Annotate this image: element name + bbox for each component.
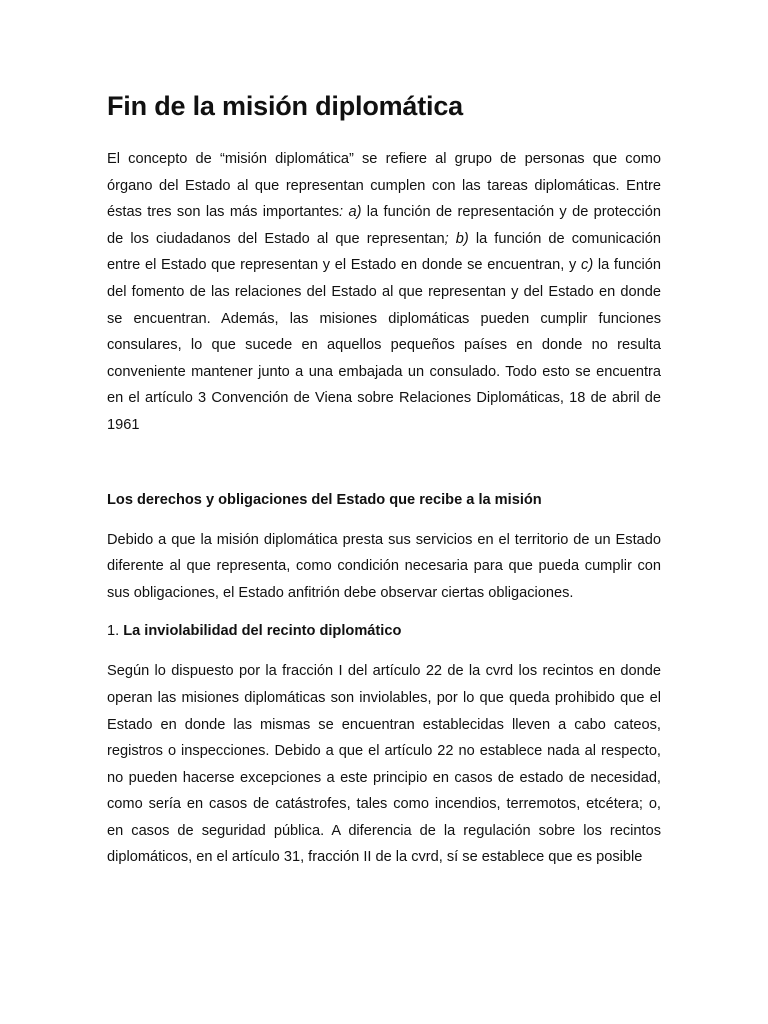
intro-semicolon: ; [444, 230, 449, 247]
section-heading-text: La inviolabilidad del recinto diplomático [119, 623, 402, 640]
intro-text-3: la función de comunicación entre el Estado que representan y el Estado en donde se encuentran, y [107, 230, 661, 274]
section-paragraph-inviolability: Según lo dispuesto por la fracción I del artículo 22 de la cvrd los recintos en donde operan las misiones diplomáticas son inviolables, por lo que queda prohibido que el Estado en donde las mismas se encuentran establecidas lleven a cabo cateos, registros o inspecciones. Debido a que el artículo 22 no establece nada al respecto, no pueden hacerse excepciones a este principio en casos de estado de necesidad, como sería en casos de catástrofes, tales como incendios, terremotos, etcétera; o, en casos de seguridad pública. A diferencia de la regulación sobre los recintos diplomáticos, en el artículo 31, fracción II de la cvrd, sí se establece que es posible [107, 663, 661, 866]
intro-paragraph [107, 146, 661, 439]
document-title: Fin de la misión diplomática [107, 91, 463, 121]
section-heading-inviolability [107, 618, 661, 644]
intro-text-2: la función de representación y de protección de los ciudadanos del Estado al que representan [107, 204, 662, 247]
list-marker-c: c) [576, 257, 594, 274]
list-marker-b: b) [448, 230, 469, 247]
intro-colon: : [339, 204, 344, 221]
list-marker-a: a) [343, 204, 362, 221]
section-number: 1. [107, 623, 120, 640]
intro-text-4: la función del fomento de las relaciones del Estado al que representan y del Estado en donde se encuentran. Además, las misiones diplomáticas pueden cumplir funciones consulares, lo que sucede en aquellos pequeños países en donde no resulta conveniente mantener junto a una embajada un consulado. Todo esto se encuentra en el artículo 3 Convención de Viena sobre Relaciones Diplomáticas, 18 de abril de 1961 [107, 257, 661, 433]
section-spacer [107, 439, 661, 487]
intro-text-1: El concepto de “misión diplomática” se refiere al grupo de personas que como órgano del Estado al que representan cumplen con las tareas diplomáticas. Entre éstas tres son las más importantes [107, 151, 661, 221]
section-heading-obligations: Los derechos y obligaciones del Estado que recibe a la misión [107, 491, 542, 508]
section-paragraph-obligations: Debido a que la misión diplomática presta sus servicios en el territorio de un Estado diferente al que representa, como condición necesaria para que pueda cumplir con sus obligaciones, el Estado anfitrión debe observar ciertas obligaciones. [107, 531, 661, 601]
